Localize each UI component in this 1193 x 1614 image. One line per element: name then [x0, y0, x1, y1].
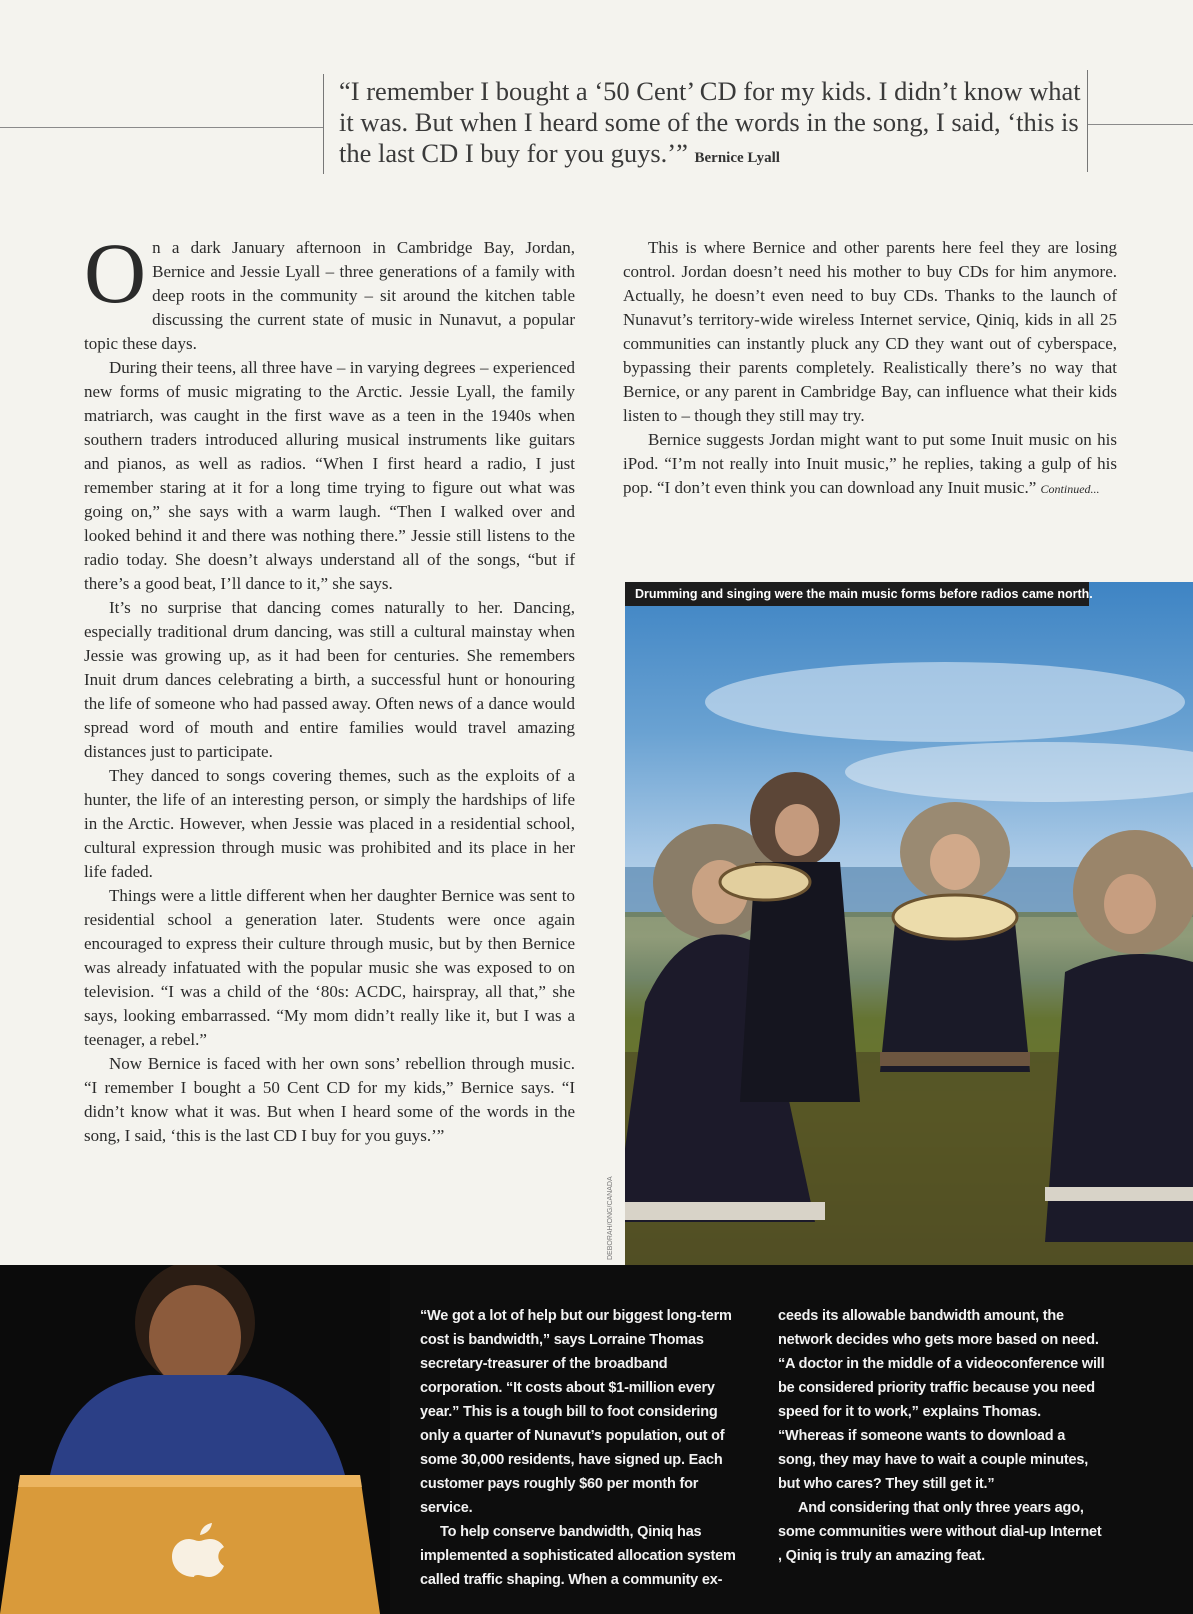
pullquote — [339, 76, 1089, 174]
sidebar-paragraph: ceeds its allowable bandwidth amount, the network decides who gets more based on need. “A doctor in the middle of a videoconference will be considered priority traffic because you need speed for it to work,” explains Thomas. “Whereas if someone wants to download a song, they may have to wait a couple minutes, but who cares? They still get it.” — [778, 1308, 1105, 1492]
sidebar-column-2 — [778, 1304, 1106, 1568]
article-column-right — [623, 236, 1117, 501]
teen-laptop-photo — [0, 1265, 390, 1614]
drum-dancers-illustration — [625, 582, 1193, 1265]
article-paragraph: Now Bernice is faced with her own sons’ rebellion through music. “I remember I bought a 50 Cent CD for my kids,” Bernice says. “I didn’t know what it was. But when I heard some of the words in the song, I said, ‘this is the last CD I buy for you guys.’” — [84, 1054, 575, 1145]
drop-cap: O — [84, 225, 147, 321]
sidebar-column-1 — [420, 1304, 738, 1592]
continued-marker: Continued... — [1040, 482, 1100, 496]
article-paragraph: During their teens, all three have – in varying degrees – experienced new forms of music migrating to the Arctic. Jessie Lyall, the family matriarch, was caught in the first wave as a teen in the 1940s when southern traders introduced alluring musical instruments like guitars and pianos, as well as radios. “When I first heard a radio, I just remember staring at it for a long time trying to figure out what was going on,” she says with a warm laugh. “Then I walked over and looked behind it and there was nothing there.” Jessie still listens to the radio today. She doesn’t always understand all of the songs, “but if there’s a good beat, I’ll dance to it,” she says. — [84, 358, 575, 593]
article-paragraph: It’s no surprise that dancing comes naturally to her. Dancing, especially traditional drum dancing, was still a cultural mainstay when Jessie was growing up, as it had been for centuries. She remembers Inuit drum dances celebrating a birth, a successful hunt or honouring the life of someone who had passed away. Often news of a dance would spread word of mouth and entire families would travel amazing distances just to participate. — [84, 598, 575, 761]
article-column-left — [84, 225, 575, 1148]
pullquote-bar-left — [323, 74, 324, 174]
photo-caption: Drumming and singing were the main music forms before radios came north. — [625, 582, 1089, 606]
article-paragraph: On a dark January afternoon in Cambridge Bay, Jordan, Bernice and Jessie Lyall – three generations of a family with deep roots in the community – sit around the kitchen table discussing the current state of music in Nunavut, a popular topic these days. — [84, 225, 575, 353]
article-paragraph: Bernice suggests Jordan might want to put some Inuit music on his iPod. “I’m not really into Inuit music,” he replies, taking a gulp of his pop. “I don’t even think you can download any Inuit music.” Continued... — [623, 430, 1117, 497]
pullquote-rule-right — [1088, 124, 1193, 125]
sidebar-paragraph: “We got a lot of help but our biggest long-term cost is bandwidth,” says Lorraine Thomas secretary-treasurer of the broadband corporation. “It costs about $1-million every year.” This is a tough bill to foot considering only a quarter of Nunavut’s population, out of some 30,000 residents, have signed up. Each customer pays roughly $60 per month for service. — [420, 1308, 732, 1516]
article-paragraph: Things were a little different when her daughter Bernice was sent to residential school a generation later. Students were once again encouraged to express their culture through music, but by then Bernice was already infatuated with the popular music she was exposed to on television. “I was a child of the ‘80s: ACDC, hairspray, all that,” she says, looking embarrassed. “My mom didn’t really like it, but I was a teenager, a rebel.” — [84, 886, 575, 1049]
article-paragraph: They danced to songs covering themes, such as the exploits of a hunter, the life of an interesting person, or simply the hardships of life in the Arctic. However, when Jessie was placed in a residential school, cultural expression through music was prohibited and its place in her life faded. — [84, 766, 575, 881]
pullquote-rule-left — [0, 127, 323, 128]
pullquote-credit: Bernice Lyall — [694, 150, 780, 166]
photo-credit: DEBORAH/ONG/CANADA — [607, 1176, 614, 1260]
article-paragraph: This is where Bernice and other parents here feel they are losing control. Jordan doesn’t need his mother to buy CDs for him anymore. Actually, he doesn’t even need to buy CDs. Thanks to the launch of Nunavut’s territory-wide wireless Internet service, Qiniq, kids in all 25 communities can instantly pluck any CD they want out of cyberspace, bypassing their parents completely. Realistically there’s no way that Bernice, or any parent in Cambridge Bay, can influence what their kids listen to – though they still may try. — [623, 238, 1117, 425]
teen-laptop-illustration — [0, 1265, 390, 1614]
drum-dancers-photo — [625, 582, 1193, 1265]
pullquote-text: “I remember I bought a ‘50 Cent’ CD for my kids. I didn’t know what it was. But when I heard some of the words in the song, I said, ‘this is the last CD I buy for you guys.’” — [339, 76, 1081, 168]
sidebar-paragraph: And considering that only three years ago, some communities were without dial-up Internet , Qiniq is truly an amazing feat. — [778, 1500, 1102, 1564]
sidebar-paragraph: To help conserve bandwidth, Qiniq has implemented a sophisticated allocation system called traffic shaping. When a community ex- — [420, 1524, 736, 1588]
